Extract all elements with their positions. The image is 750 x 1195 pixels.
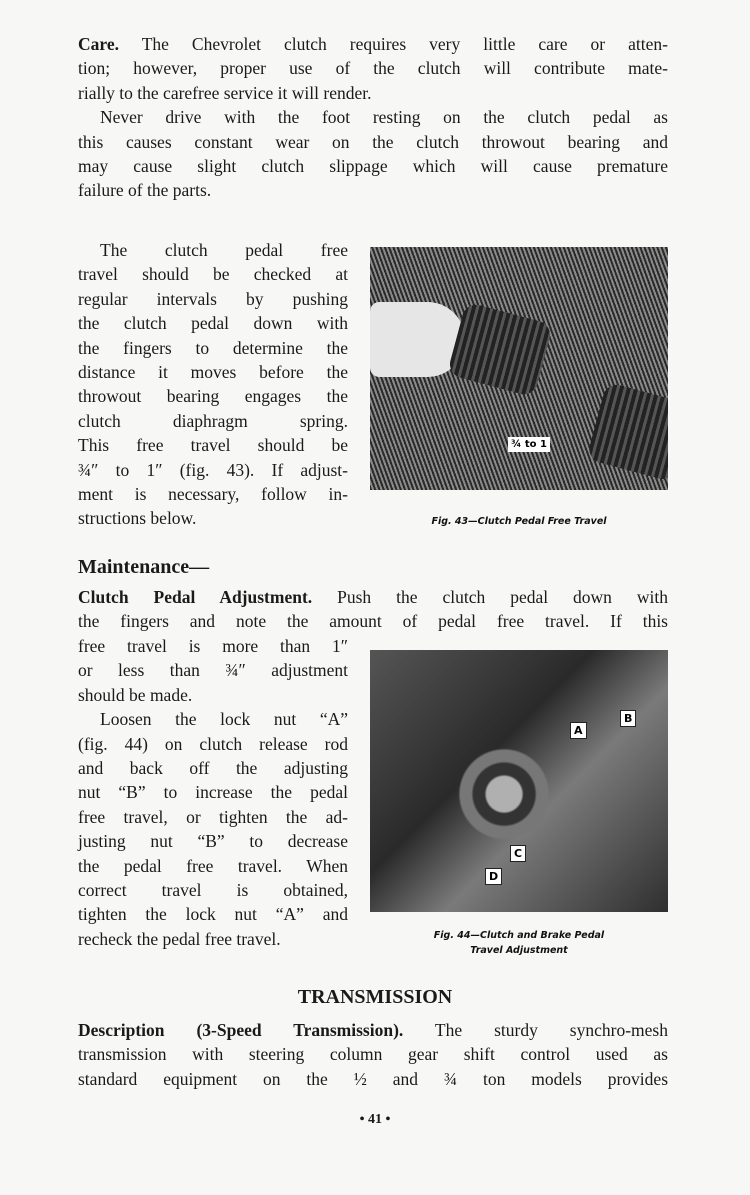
text-line: failure of the parts. bbox=[78, 180, 212, 201]
text-line: ment is necessary, follow in- bbox=[78, 483, 348, 504]
transmission-paragraph bbox=[78, 1018, 668, 1091]
transmission-heading: TRANSMISSION bbox=[297, 986, 453, 1008]
text-line: throwout bearing engages the bbox=[78, 386, 348, 407]
text-line: The clutch pedal free bbox=[100, 240, 348, 260]
text-line: the clutch pedal down with bbox=[78, 313, 348, 334]
caption-line: Travel Adjustment bbox=[470, 945, 568, 956]
text-line: correct travel is obtained, bbox=[78, 879, 348, 900]
maintenance-heading: Maintenance— bbox=[78, 556, 210, 578]
page-number: • 41 • bbox=[359, 1112, 391, 1127]
text-line: standard equipment on the ½ and ¾ ton models provides bbox=[78, 1068, 668, 1089]
text-line: and back off the adjusting bbox=[78, 757, 348, 778]
text-line: tighten the lock nut “A” and bbox=[78, 904, 348, 925]
text-line: Never drive with the foot resting on the clutch pedal as bbox=[100, 107, 668, 128]
text-line: tion; however, proper use of the clutch will contribute mate- bbox=[78, 58, 668, 79]
text-line: rially to the carefree service it will render. bbox=[78, 82, 372, 103]
care-lead: Care. bbox=[78, 34, 119, 54]
text-line: clutch diaphragm spring. bbox=[78, 410, 348, 431]
text-line: (fig. 44) on clutch release rod bbox=[78, 733, 348, 754]
text-line: may cause slight clutch slippage which will cause premature bbox=[78, 155, 668, 176]
free-travel-paragraph bbox=[78, 238, 348, 531]
text-line: nut “B” to increase the pedal bbox=[78, 782, 348, 803]
fig44-photo bbox=[370, 650, 668, 912]
text-line: free travel, or tighten the ad- bbox=[78, 806, 348, 827]
text-line: travel should be checked at bbox=[78, 264, 348, 285]
fig44-label-a: A bbox=[570, 722, 587, 739]
brake-pedal-shape bbox=[586, 382, 668, 483]
text-line: The sturdy synchro-mesh bbox=[403, 1020, 668, 1040]
fig44-label-b: B bbox=[620, 710, 636, 727]
text-line: free travel is more than 1″ bbox=[78, 636, 348, 656]
fig43-photo bbox=[370, 247, 668, 490]
fig43-label: ¾ to 1 bbox=[508, 437, 550, 452]
maintenance-intro bbox=[78, 585, 668, 634]
text-line: This free travel should be bbox=[78, 435, 348, 456]
care-section bbox=[78, 32, 668, 203]
fig44-caption bbox=[370, 928, 668, 958]
adjustment-paragraph bbox=[78, 634, 348, 951]
text-line: ¾″ to 1″ (fig. 43). If adjust- bbox=[78, 459, 348, 480]
text-line: recheck the pedal free travel. bbox=[78, 928, 281, 949]
clutch-pedal-shape bbox=[447, 302, 553, 398]
fig43-caption: Fig. 43—Clutch Pedal Free Travel bbox=[431, 516, 607, 527]
text-line: The Chevrolet clutch requires very little care or atten- bbox=[118, 34, 668, 54]
text-line: structions below. bbox=[78, 508, 197, 529]
text-line: regular intervals by pushing bbox=[78, 288, 348, 309]
text-line: the fingers to determine the bbox=[78, 337, 348, 358]
text-line: should be made. bbox=[78, 684, 193, 705]
text-line: or less than ¾″ adjustment bbox=[78, 660, 348, 681]
text-line: distance it moves before the bbox=[78, 361, 348, 382]
text-line: Loosen the lock nut “A” bbox=[100, 709, 348, 730]
text-line: the pedal free travel. When bbox=[78, 855, 348, 876]
fig44-label-d: D bbox=[485, 868, 502, 885]
description-lead: Description (3-Speed Transmission). bbox=[78, 1020, 404, 1040]
fig44-label-c: C bbox=[510, 845, 526, 862]
text-line: Push the clutch pedal down with bbox=[312, 587, 669, 607]
caption-line: Fig. 44—Clutch and Brake Pedal bbox=[433, 930, 605, 941]
text-line: transmission with steering column gear shift control used as bbox=[78, 1044, 668, 1065]
text-line: the fingers and note the amount of pedal free travel. If this bbox=[78, 611, 668, 632]
adjustment-lead: Clutch Pedal Adjustment. bbox=[78, 587, 313, 607]
text-line: this causes constant wear on the clutch throwout bearing and bbox=[78, 131, 668, 152]
text-line: justing nut “B” to decrease bbox=[78, 831, 348, 852]
